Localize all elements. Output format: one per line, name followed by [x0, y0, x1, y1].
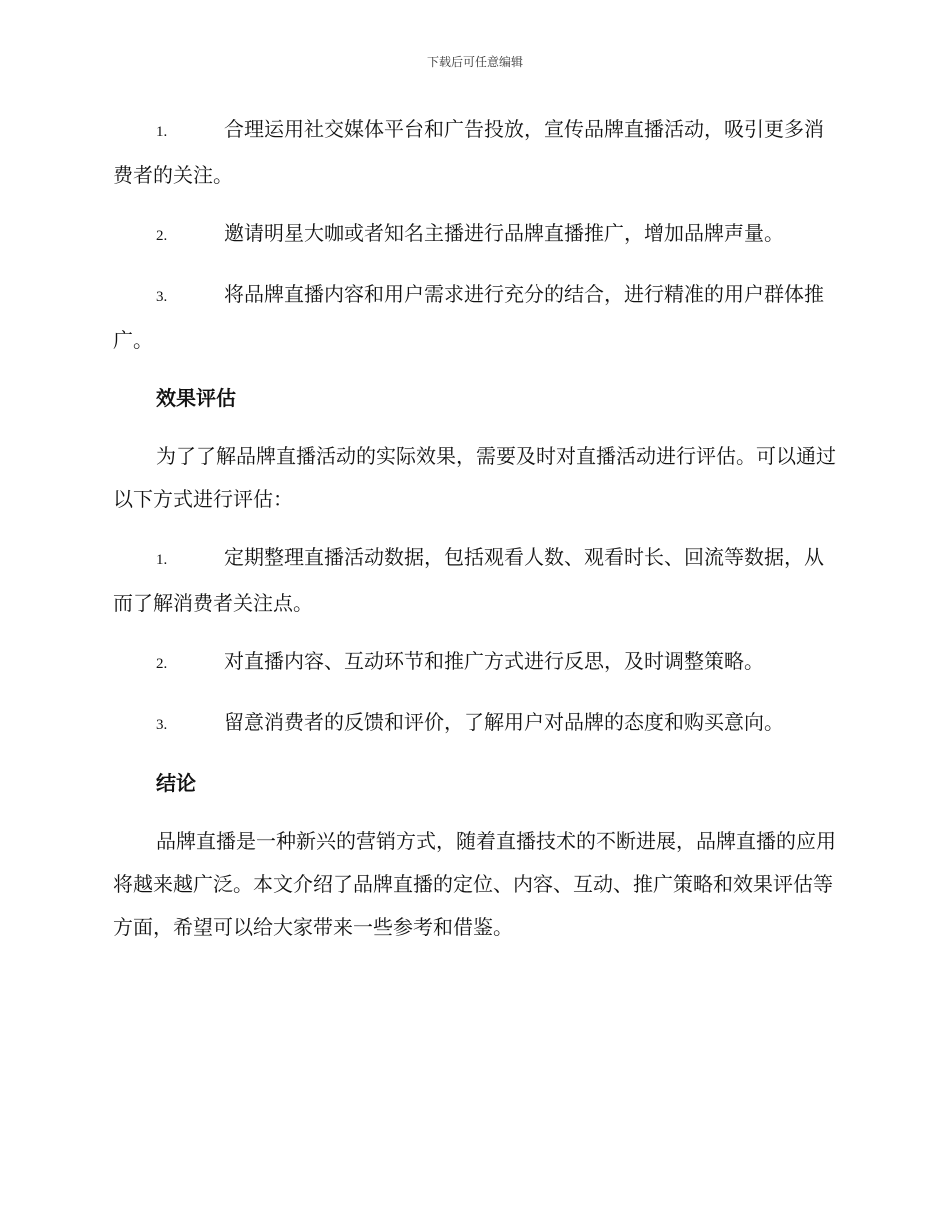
conclusion-paragraph: 品牌直播是一种新兴的营销方式，随着直播技术的不断进展，品牌直播的应用将越来越广泛。本文介绍了品牌直播的定位、内容、互动、推广策略和效果评估等方面，希望可以给大家带来一些参考和借鉴。: [113, 829, 836, 939]
list-number: 3.: [156, 717, 168, 733]
list-item: [113, 212, 837, 258]
list-text: 将品牌直播内容和用户需求进行充分的结合，进行精准的用户群体推广。: [113, 282, 824, 352]
list-text: 合理运用社交媒体平台和广告投放，宣传品牌直播活动，吸引更多消费者的关注。: [113, 117, 824, 187]
list-number: 2.: [156, 228, 168, 244]
page-header: 下载后可任意编辑: [426, 55, 523, 69]
list-item: [113, 640, 837, 686]
list-number: 1.: [156, 552, 168, 568]
list-item: [113, 701, 837, 747]
list-number: 1.: [156, 124, 168, 140]
list-item: [113, 108, 837, 197]
list-number: 2.: [156, 656, 168, 672]
list-number: 3.: [156, 289, 168, 305]
list-text: 定期整理直播活动数据，包括观看人数、观看时长、回流等数据，从而了解消费者关注点。: [113, 545, 824, 615]
list-item: [113, 536, 837, 625]
list-item: [113, 273, 837, 362]
list-text: 对直播内容、互动环节和推广方式进行反思，及时调整策略。: [224, 649, 764, 673]
list-text: 留意消费者的反馈和评价，了解用户对品牌的态度和购买意向。: [224, 710, 784, 734]
document-body: [113, 108, 837, 964]
section-heading-evaluation: 效果评估: [156, 386, 236, 410]
list-text: 邀请明星大咖或者知名主播进行品牌直播推广，增加品牌声量。: [224, 221, 784, 245]
section-heading-conclusion: 结论: [156, 771, 196, 795]
evaluation-intro: 为了了解品牌直播活动的实际效果，需要及时对直播活动进行评估。可以通过以下方式进行评估：: [113, 444, 836, 511]
